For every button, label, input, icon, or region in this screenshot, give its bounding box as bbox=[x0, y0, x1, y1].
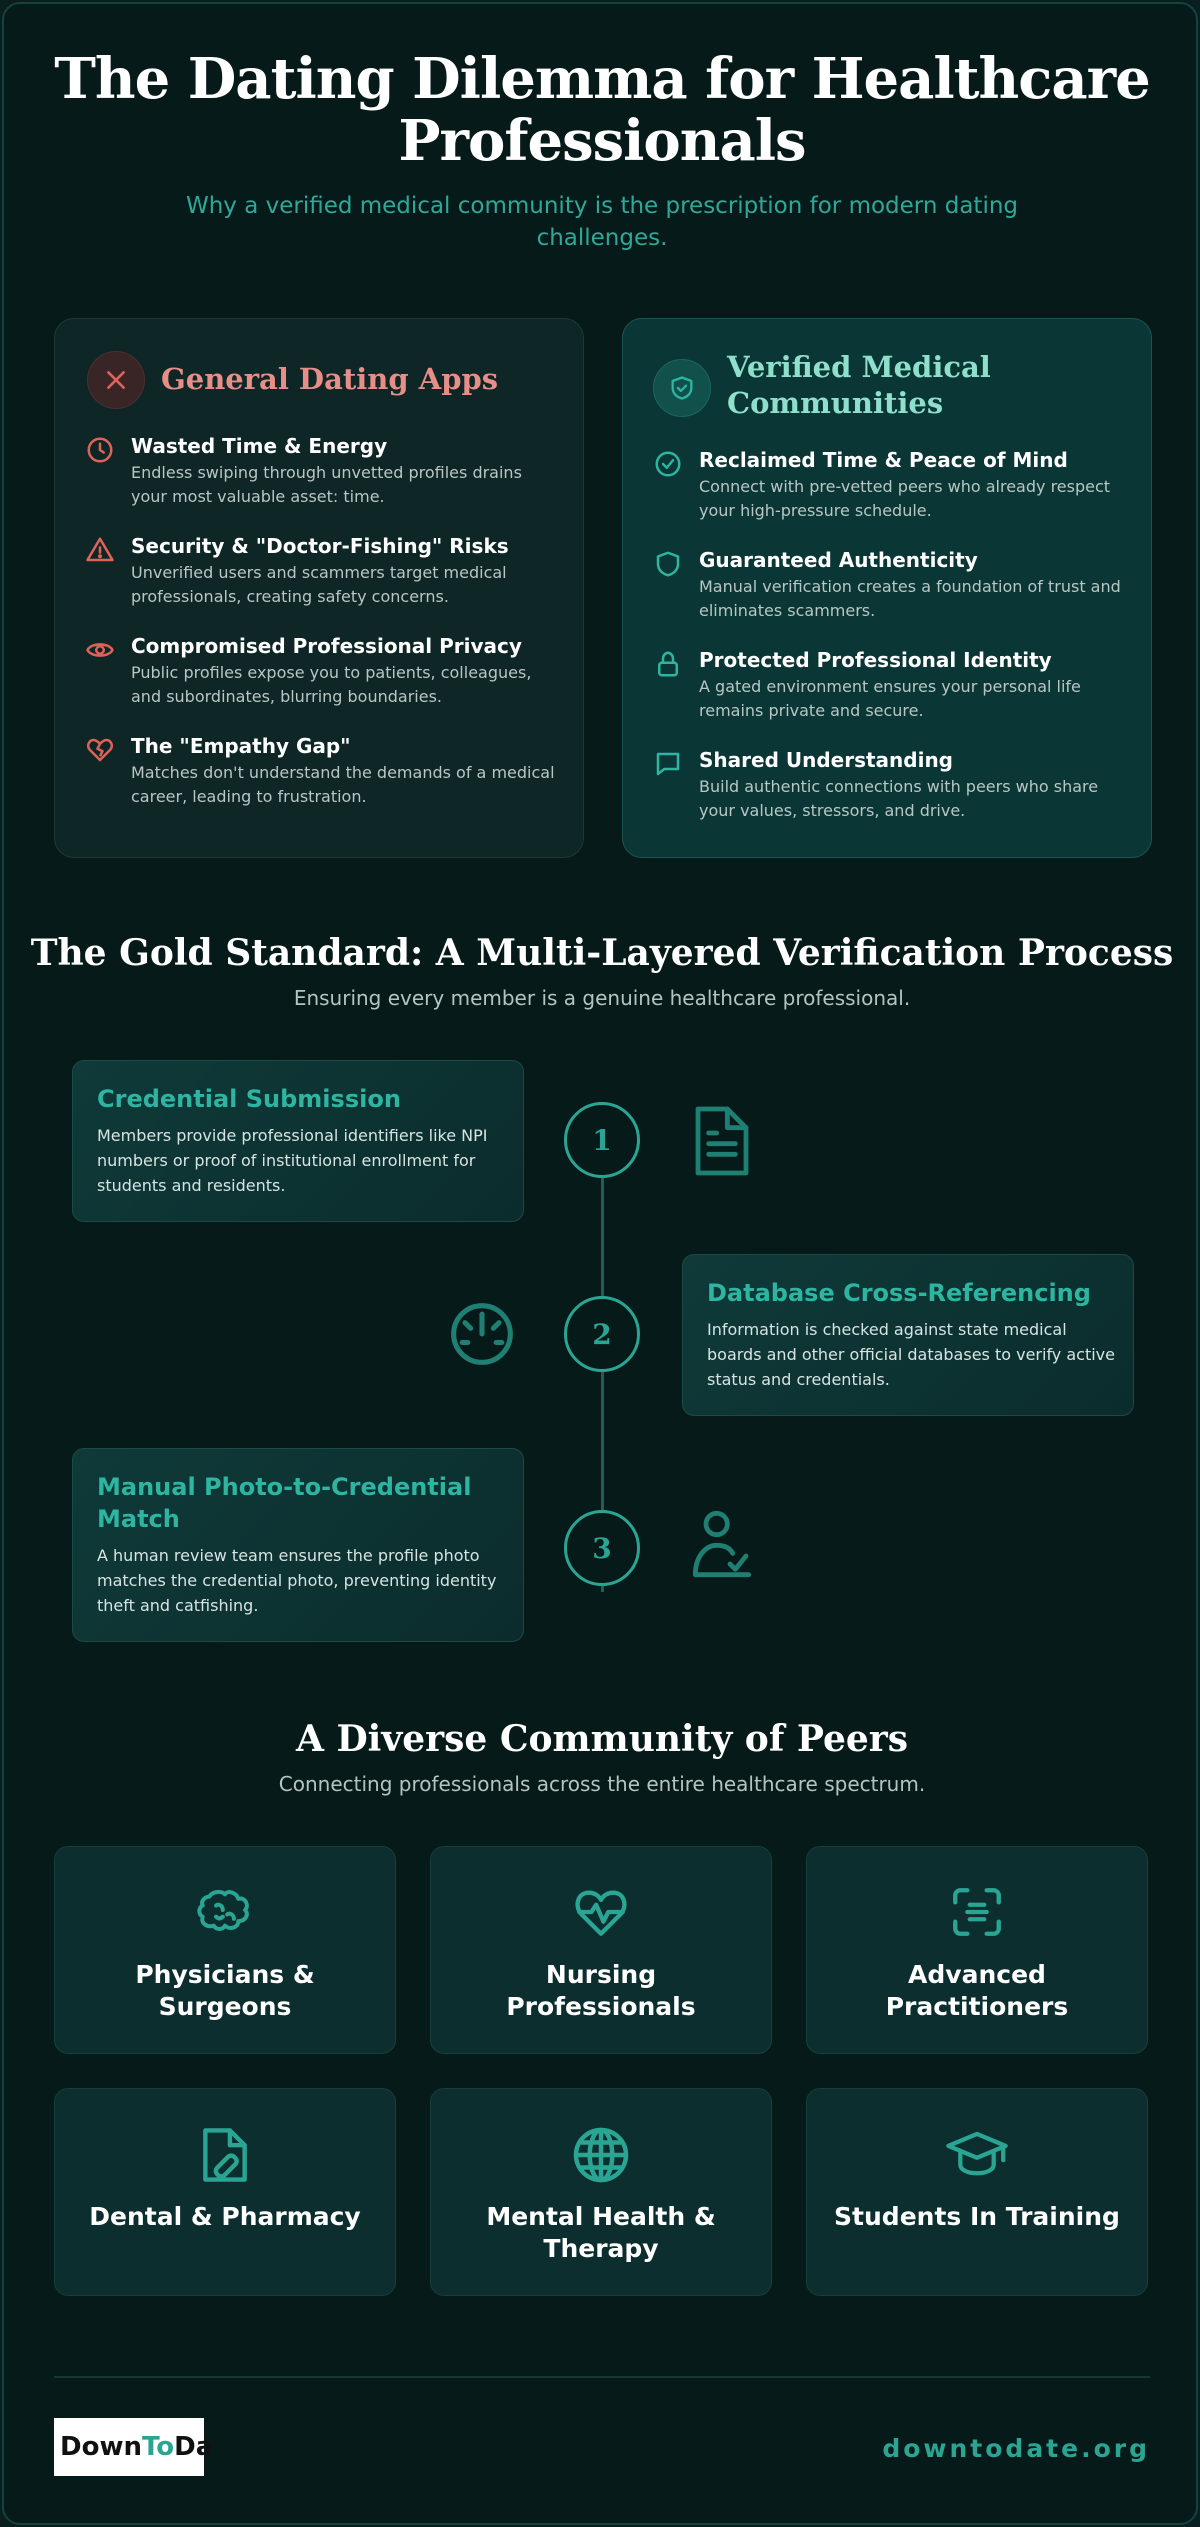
tile-label bbox=[55, 1959, 395, 2023]
bad-item-desc: Public profiles expose you to patients, colleagues, and subordinates, blurring boundaries. bbox=[131, 663, 532, 706]
good-item-1 bbox=[699, 447, 1129, 523]
stethoscope-icon bbox=[448, 1300, 518, 1370]
tile-label bbox=[55, 2201, 395, 2233]
step-title: Database Cross-Referencing bbox=[707, 1279, 1091, 1307]
tile-dental-pharmacy bbox=[54, 2088, 396, 2296]
good-item-title: Shared Understanding bbox=[699, 748, 953, 772]
logo-text-part1: Down bbox=[60, 2432, 142, 2462]
page-subtitle: Why a verified medical community is the prescription for modern dating challenges. bbox=[185, 193, 1019, 251]
tile-label bbox=[431, 1959, 771, 2023]
tile-label bbox=[431, 2201, 771, 2265]
tile-students bbox=[806, 2088, 1148, 2296]
good-item-4 bbox=[699, 747, 1129, 823]
page-title bbox=[4, 48, 1200, 172]
bad-item-title: Compromised Professional Privacy bbox=[131, 634, 522, 658]
bad-item-desc: Endless swiping through unvetted profiles drains your most valuable asset: time. bbox=[131, 463, 522, 506]
brain-icon bbox=[55, 1883, 395, 1937]
verification-subtitle: Ensuring every member is a genuine healthcare professional. bbox=[293, 986, 911, 1010]
bad-item-3 bbox=[131, 633, 561, 709]
verified-communities-title-line1: Verified Medical bbox=[727, 350, 991, 384]
bad-item-title: Security & "Doctor-Fishing" Risks bbox=[131, 534, 509, 558]
clock-icon bbox=[85, 435, 117, 467]
file-pill-icon bbox=[55, 2125, 395, 2185]
good-item-title: Protected Professional Identity bbox=[699, 648, 1052, 672]
good-item-3 bbox=[699, 647, 1129, 723]
tile-label bbox=[807, 1959, 1147, 2023]
step-desc: Members provide professional identifiers like NPI numbers or proof of institutional enrollment for students and residents. bbox=[97, 1126, 488, 1195]
verified-communities-title-line2: Communities bbox=[727, 386, 944, 420]
lock-icon bbox=[653, 649, 685, 681]
community-title: A Diverse Community of Peers bbox=[296, 1718, 908, 1760]
chat-icon bbox=[653, 749, 685, 781]
eye-icon bbox=[85, 635, 117, 667]
step-title: Credential Submission bbox=[97, 1085, 401, 1113]
tile-advanced-practitioners bbox=[806, 1846, 1148, 2054]
tile-label-line1: Mental Health & bbox=[486, 2202, 716, 2231]
tile-label-line1: Dental & Pharmacy bbox=[89, 2202, 361, 2231]
check-circle-icon bbox=[653, 449, 685, 481]
tile-label-line1: Physicians & bbox=[135, 1960, 315, 1989]
bad-item-title: Wasted Time & Energy bbox=[131, 434, 388, 458]
step-number-3: 3 bbox=[564, 1510, 640, 1586]
step-card-2 bbox=[682, 1254, 1134, 1416]
scan-icon bbox=[807, 1883, 1147, 1941]
heart-crack-icon bbox=[85, 735, 117, 767]
step-card-1 bbox=[72, 1060, 524, 1222]
tile-label-line1: Nursing bbox=[545, 1960, 657, 1989]
footer-divider bbox=[54, 2376, 1150, 2378]
step-title-line2: Match bbox=[97, 1505, 180, 1533]
document-icon bbox=[690, 1102, 754, 1182]
general-apps-title: General Dating Apps bbox=[161, 362, 499, 396]
verification-title: The Gold Standard: A Multi-Layered Verification Process bbox=[30, 932, 1174, 974]
warning-icon bbox=[85, 535, 117, 567]
shield-check-icon bbox=[653, 359, 711, 417]
good-item-desc: Build authentic connections with peers who share your values, stressors, and drive. bbox=[699, 777, 1099, 820]
bad-item-4 bbox=[131, 733, 561, 809]
general-apps-card bbox=[54, 318, 584, 858]
community-subtitle: Connecting professionals across the entire healthcare spectrum. bbox=[278, 1772, 926, 1796]
good-item-title: Guaranteed Authenticity bbox=[699, 548, 978, 572]
step-desc: Information is checked against state medical boards and other official databases to verify active status and credentials. bbox=[707, 1320, 1115, 1389]
tile-nursing bbox=[430, 1846, 772, 2054]
website-link[interactable]: downtodate.org bbox=[882, 2434, 1150, 2463]
step-number-1: 1 bbox=[564, 1102, 640, 1178]
verified-communities-title bbox=[727, 349, 1127, 421]
page-title-line1: The Dating Dilemma for Healthcare bbox=[54, 46, 1150, 112]
heart-pulse-icon bbox=[431, 1883, 771, 1941]
bad-item-desc: Matches don't understand the demands of a medical career, leading to frustration. bbox=[131, 763, 555, 806]
user-check-icon bbox=[690, 1508, 756, 1584]
logo-text-part3: Da bbox=[174, 2432, 214, 2462]
tile-label-line1: Advanced bbox=[908, 1960, 1046, 1989]
step-number-2: 2 bbox=[564, 1296, 640, 1372]
tile-label-line2: Professionals bbox=[506, 1992, 696, 2021]
good-item-desc: A gated environment ensures your personal life remains private and secure. bbox=[699, 677, 1081, 720]
bad-item-1 bbox=[131, 433, 561, 509]
good-item-desc: Manual verification creates a foundation of trust and eliminates scammers. bbox=[699, 577, 1121, 620]
good-item-desc: Connect with pre-vetted peers who already respect your high-pressure schedule. bbox=[699, 477, 1111, 520]
brand-logo[interactable] bbox=[54, 2418, 214, 2476]
tile-physicians bbox=[54, 1846, 396, 2054]
bad-item-2 bbox=[131, 533, 561, 609]
tile-label-line1: Students In Training bbox=[834, 2202, 1120, 2231]
verified-communities-card bbox=[622, 318, 1152, 858]
tile-label-line2: Therapy bbox=[543, 2234, 659, 2263]
tile-mental-health bbox=[430, 2088, 772, 2296]
tile-label bbox=[807, 2201, 1147, 2233]
logo-text-part2: To bbox=[141, 2432, 175, 2462]
good-item-2 bbox=[699, 547, 1129, 623]
tile-label-line2: Practitioners bbox=[885, 1992, 1069, 2021]
globe-icon bbox=[431, 2125, 771, 2185]
step-card-3 bbox=[72, 1448, 524, 1642]
step-title-line1: Manual Photo-to-Credential bbox=[97, 1473, 472, 1501]
good-item-title: Reclaimed Time & Peace of Mind bbox=[699, 448, 1068, 472]
tile-label-line2: Surgeons bbox=[158, 1992, 292, 2021]
close-icon bbox=[87, 351, 145, 409]
infographic-frame bbox=[2, 2, 1198, 2525]
bad-item-desc: Unverified users and scammers target medical professionals, creating safety concerns. bbox=[131, 563, 507, 606]
graduation-cap-icon bbox=[807, 2125, 1147, 2181]
shield-icon bbox=[653, 549, 685, 581]
step-title bbox=[97, 1471, 507, 1535]
step-desc: A human review team ensures the profile photo matches the credential photo, preventing identity theft and catfishing. bbox=[97, 1546, 497, 1615]
page-title-line2: Professionals bbox=[398, 108, 806, 174]
bad-item-title: The "Empathy Gap" bbox=[131, 734, 351, 758]
